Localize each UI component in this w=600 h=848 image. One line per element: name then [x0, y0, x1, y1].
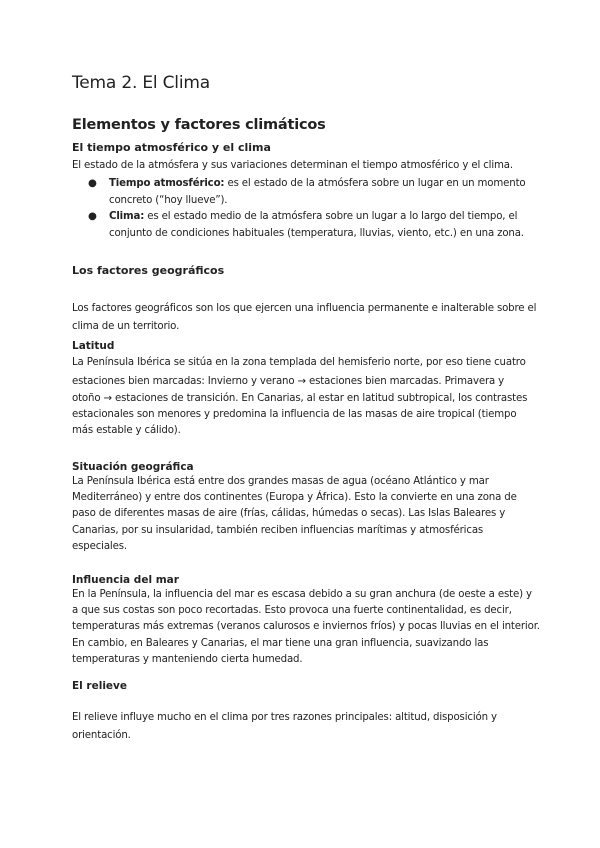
term-tiempo: Tiempo atmosférico: [109, 178, 225, 189]
latitud-text-rest: otoño → estaciones de transición. En Canarias, al estar en latitud subtropical, los contrastes estacionales son menores y predomina la influencia de las masas de aire tropical (tiempo más estable y cálido). [72, 393, 528, 437]
relieve-text: El relieve influye mucho en el clima por tres razones principales: altitud, disposición y orientación. [72, 712, 497, 741]
section-title: Elementos y factores climáticos [72, 117, 326, 133]
term-clima: Clima: [109, 211, 145, 222]
mar-text: En la Península, la influencia del mar es escasa debido a su gran anchura (de oeste a este) y a que sus costas son poco recortadas. Esto provoca una fuerte continentalidad, es decir, temperaturas más extremas (veranos calurosos e inviernos fríos) y pocas lluvias en el interior. En cambio, en Baleares y Canarias, el mar tiene una gran influencia, suavizando las temperaturas y manteniendo cierta humedad. [72, 589, 540, 665]
bullet-icon: ● [88, 211, 97, 222]
heading-factores-geograficos: Los factores geográficos [72, 264, 225, 277]
heading-relieve: El relieve [72, 680, 128, 692]
list-item [72, 209, 540, 242]
definitions-list [72, 176, 540, 242]
heading-influencia-mar: Influencia del mar [72, 574, 179, 586]
heading-situacion-geografica: Situación geográfica [72, 461, 194, 473]
tiempo-clima-intro: El estado de la atmósfera y sus variaciones determinan el tiempo atmosférico y el clima. [72, 160, 513, 171]
page-title: Tema 2. El Clima [72, 73, 210, 93]
bullet-icon: ● [88, 178, 97, 189]
list-item [72, 176, 540, 209]
definition-clima: es el estado medio de la atmósfera sobre un lugar a lo largo del tiempo, el conjunto de condiciones habituales (temperatura, lluvias, viento, etc.) en una zona. [109, 211, 524, 239]
definition-tiempo: es el estado de la atmósfera sobre un lugar en un momento concreto (“hoy llueve”). [109, 178, 526, 206]
situacion-text: La Península Ibérica está entre dos grandes masas de agua (océano Atlántico y mar Mediterráneo) y entre dos continentes (Europa y África). Esto la convierte en una zona de paso de diferentes masas de aire (frías, cálidas, húmedas o secas). Las Islas Baleares y Canarias, por su insularidad, también reciben influencias marítimas y atmosféricas especiales. [72, 476, 517, 552]
latitud-text-line-1: La Península Ibérica se sitúa en la zona templada del hemisferio norte, por eso tiene cuatro [72, 357, 526, 368]
factores-intro: Los factores geográficos son los que ejercen una influencia permanente e inalterable sobre el clima de un territorio. [72, 303, 537, 332]
latitud-text-line-2: estaciones bien marcadas: Invierno y verano → estaciones bien marcadas. Primavera y [72, 376, 505, 387]
subsection-heading-tiempo-clima: El tiempo atmosférico y el clima [72, 141, 271, 154]
heading-latitud: Latitud [72, 340, 115, 352]
